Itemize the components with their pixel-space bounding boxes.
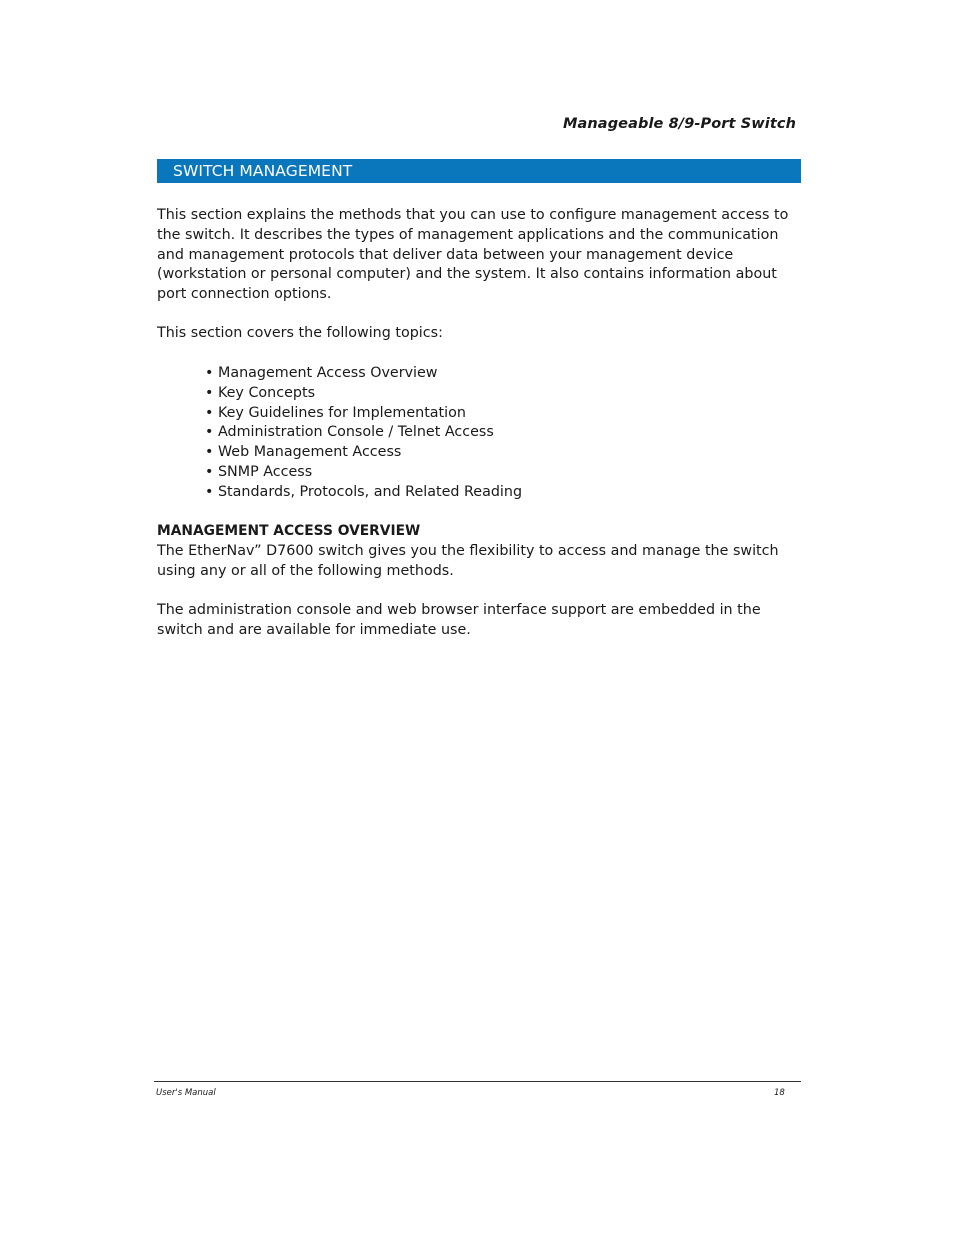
topic-item: • Key Concepts bbox=[205, 384, 316, 401]
running-header-title: Manageable 8/9-Port Switch bbox=[562, 116, 796, 132]
topic-item: • Management Access Overview bbox=[205, 365, 438, 381]
page-number: 18 bbox=[774, 1088, 785, 1098]
topic-item: • Web Management Access bbox=[205, 444, 402, 461]
topic-item: • Standards, Protocols, and Related Reading bbox=[205, 483, 523, 500]
footer-manual-label: User's Manual bbox=[156, 1088, 216, 1098]
overview-heading: MANAGEMENT ACCESS OVERVIEW bbox=[157, 523, 421, 539]
footer-divider bbox=[154, 1081, 801, 1082]
topics-intro: This section covers the following topics: bbox=[157, 325, 443, 341]
section-title: SWITCH MANAGEMENT bbox=[173, 162, 353, 180]
section-title-bar bbox=[157, 159, 801, 183]
topic-item: • Key Guidelines for Implementation bbox=[205, 404, 466, 421]
overview-paragraph: The EtherNav” D7600 switch gives you the flexibility to access and manage the switch using any or all of the following methods. bbox=[157, 543, 779, 579]
topic-item: • Administration Console / Telnet Access bbox=[205, 424, 494, 441]
overview-paragraph-embedded: The administration console and web browser interface support are embedded in the switch and are available for immediate use. bbox=[157, 602, 761, 638]
topic-item: • SNMP Access bbox=[205, 463, 313, 480]
intro-paragraph: This section explains the methods that you can use to configure management access to the switch. It describes the types of management applications and the communication and management protocols that deliver data between your management device (workstation or personal computer) and the system. It also contains information about port connection options. bbox=[157, 207, 789, 303]
topics-list bbox=[205, 364, 522, 503]
